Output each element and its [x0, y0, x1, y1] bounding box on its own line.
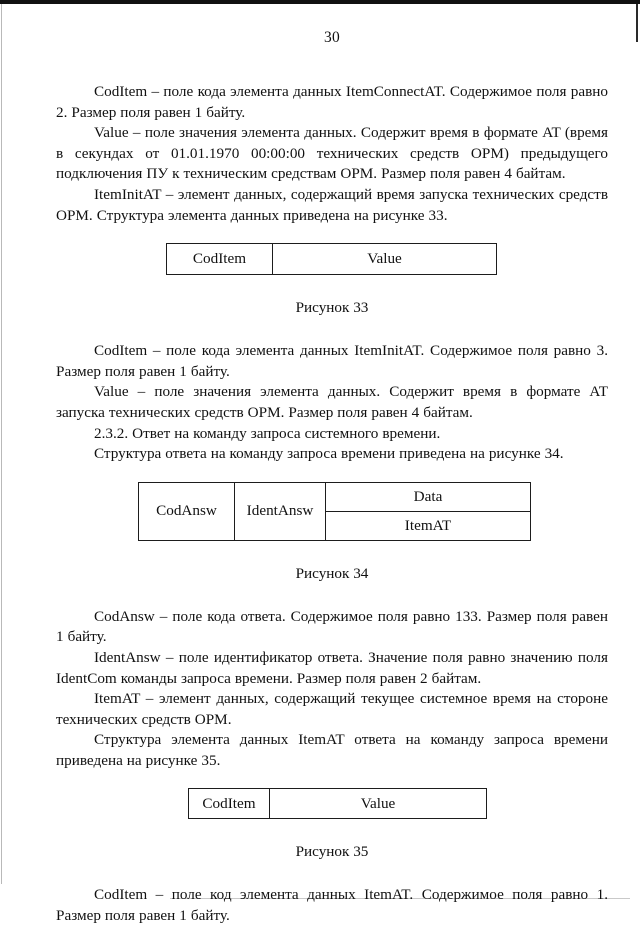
- figure-34-cell-data: Data: [326, 482, 531, 511]
- figure-35: [56, 788, 608, 862]
- figure-35-diagram: [188, 788, 487, 819]
- paragraph-structure-fig34: Структура ответа на команду запроса времени приведена на рисунке 34.: [94, 445, 564, 463]
- figure-33: [56, 243, 608, 318]
- figure-33-diagram: [166, 243, 497, 275]
- spacer: [56, 862, 608, 885]
- figure-35-cell-value: Value: [270, 789, 487, 819]
- paragraph-value-connectat: Value – поле значения элемента данных. Содержит время в формате AT (время в секундах от 01.01.1970 00:00:00 технических средств ОРМ) предыдущего подключения ПУ к техническим средствам ОРМ. Размер поля равен 4 байтам.: [56, 124, 608, 183]
- page-number: 30: [323, 29, 341, 46]
- spacer: [56, 226, 608, 243]
- figure-33-diagram-wrap: [56, 243, 608, 275]
- figure-33-cell-coditem: CodItem: [167, 244, 273, 275]
- table-row: [139, 482, 531, 511]
- scan-edge-top: [0, 0, 640, 4]
- paragraph-coditem-initat: CodItem – поле кода элемента данных ItemInitAT. Содержимое поля равно 3. Размер поля равен 1 байту.: [56, 342, 608, 380]
- scan-edge-left: [1, 4, 2, 884]
- table-row: [189, 789, 487, 819]
- paragraph-coditem-itemat: CodItem – поле код элемента данных ItemAT. Содержимое поля равно 1. Размер поля равен 1 байту.: [56, 886, 608, 925]
- page-content: [56, 28, 608, 927]
- paragraph-codansw: CodAnsw – поле кода ответа. Содержимое поля равно 133. Размер поля равен 1 байту.: [56, 607, 608, 646]
- figure-35-caption: Рисунок 35: [295, 843, 369, 861]
- spacer: [56, 819, 608, 842]
- scan-edge-right: [636, 4, 638, 42]
- figure-33-caption: Рисунок 33: [295, 299, 369, 317]
- figure-33-cell-value: Value: [273, 244, 497, 275]
- paragraph-value-initat: Value – поле значения элемента данных. Содержит время в формате AT запуска технических средств ОРМ. Размер поля равен 4 байтам.: [56, 383, 608, 421]
- spacer: [56, 275, 608, 298]
- spacer: [56, 584, 608, 607]
- paragraph-itemat: ItemAT – элемент данных, содержащий текущее системное время на стороне технических средств ОРМ.: [56, 690, 608, 728]
- figure-34-diagram: [138, 482, 531, 541]
- figure-35-diagram-wrap: [56, 788, 608, 819]
- figure-34-cell-identansw: IdentAnsw: [235, 482, 326, 540]
- paragraph-section-2-3-2: 2.3.2. Ответ на команду запроса системного времени.: [94, 424, 441, 442]
- paragraph-identansw: IdentAnsw – поле идентификатор ответа. Значение поля равно значению поля IdentCom команды запроса времени. Размер поля равен 2 байтам.: [56, 648, 608, 687]
- spacer: [56, 541, 608, 564]
- figure-34-caption: Рисунок 34: [295, 564, 369, 582]
- figure-35-cell-coditem: CodItem: [189, 789, 270, 819]
- paragraph-coditem-connectat: CodItem – поле кода элемента данных ItemConnectAT. Содержимое поля равно 2. Размер поля равен 1 байту.: [56, 83, 608, 121]
- spacer: [56, 465, 608, 482]
- figure-34: [56, 482, 608, 584]
- figure-34-cell-codansw: CodAnsw: [139, 482, 235, 540]
- paragraph-structure-fig35: Структура элемента данных ItemAT ответа на команду запроса времени приведена на рисунке 35.: [56, 731, 608, 769]
- figure-34-cell-itemat: ItemAT: [326, 511, 531, 540]
- table-row: [167, 244, 497, 275]
- figure-34-diagram-wrap: [56, 482, 608, 541]
- paragraph-iteminitat: ItemInitAT – элемент данных, содержащий время запуска технических средств ОРМ. Структура элемента данных приведена на рисунке 33.: [56, 185, 608, 224]
- spacer: [56, 318, 608, 341]
- spacer: [56, 771, 608, 788]
